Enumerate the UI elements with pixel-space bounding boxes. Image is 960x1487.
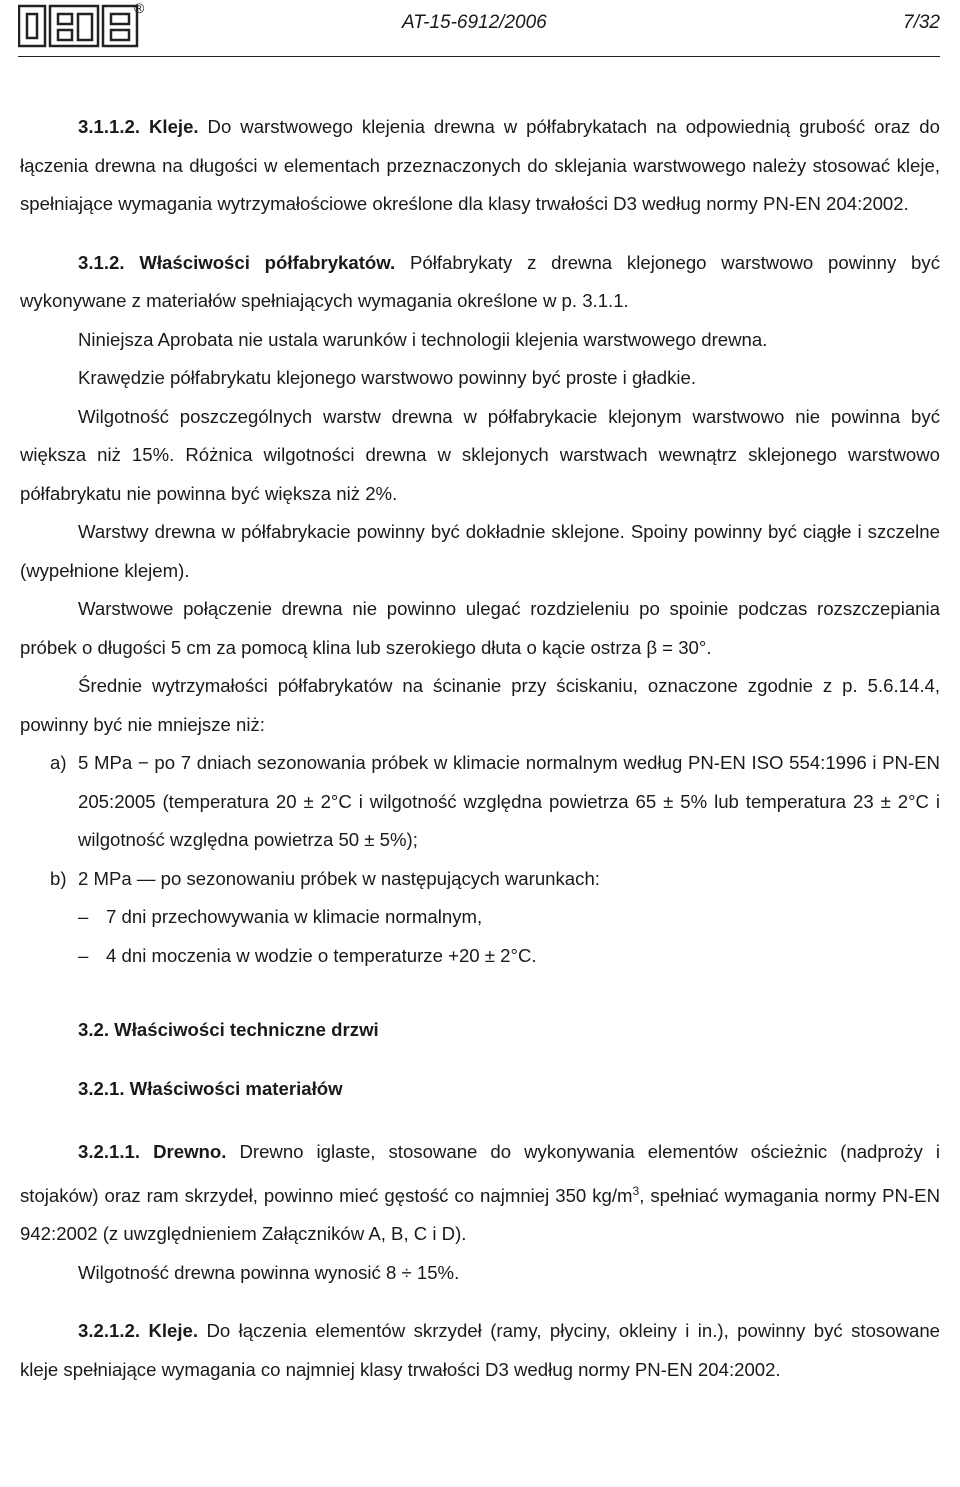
- page-header: [0, 0, 960, 56]
- document-id: AT-15-6912/2006: [402, 12, 547, 33]
- section-3-1-2: 3.1.2. Właściwości półfabrykatów. Półfabrykaty z drewna klejonego warstwowo powinny być wykonywane z materiałów spełniających wymagania określone w p. 3.1.1.: [20, 251, 940, 311]
- paragraph-moisture: Wilgotność poszczególnych warstw drewna w półfabrykacie klejonym warstwowo nie powinna być większa niż 15%. Różnica wilgotności drewna w sklejonych warstwach wewnątrz sklejonego warstwowo półfabrykatu nie powinna być większa niż 2%.: [20, 405, 940, 504]
- paragraph-edges: Krawędzie półfabrykatu klejonego warstwowo powinny być proste i gładkie.: [78, 367, 697, 388]
- page-number: 7/32: [903, 12, 940, 33]
- document-body: [20, 108, 940, 1389]
- list-item-b: b) 2 MPa — po sezonowaniu próbek w następujących warunkach:: [50, 867, 600, 889]
- section-3-2-1-2: 3.2.1.2. Kleje. Do łączenia elementów skrzydeł (ramy, płyciny, okleiny i in.), powinny być stosowane kleje spełniające wymagania co najmniej klasy trwałości D3 według normy PN-EN 204:2002.: [20, 1320, 941, 1380]
- paragraph-splitting: Warstwowe połączenie drewna nie powinno ulegać rozdzieleniu po spoinie podczas rozszczepiania próbek o długości 5 cm za pomocą klina lub szerokiego dłuta o kącie ostrza β = 30°.: [20, 598, 940, 658]
- paragraph-approval-scope: Niniejsza Aprobata nie ustala warunków i technologii klejenia warstwowego drewna.: [78, 328, 768, 350]
- sub-list-item: – 4 dni moczenia w wodzie o temperaturze +20 ± 2°C.: [78, 944, 537, 966]
- sub-list-item: – 7 dni przechowywania w klimacie normalnym,: [78, 906, 483, 927]
- header-divider: [18, 56, 940, 57]
- itb-logo: [18, 2, 150, 48]
- paragraph-shear-strength: Średnie wytrzymałości półfabrykatów na ścinanie przy ściskaniu, oznaczone zgodnie z p. 5.6.14.4, powinny być nie mniejsze niż:: [20, 675, 940, 735]
- registered-mark: ®: [134, 0, 145, 16]
- section-3-2-1-1: 3.2.1.1. Drewno. Drewno iglaste, stosowane do wykonywania elementów ościeżnic (nadproży i stojaków) oraz ram skrzydeł, powinno mieć gęstość co najmniej 350 $kg/m^3$, spełniać wymagania normy PN-EN 942:2002 (z uwzględnieniem Załączników A, B, C i D).: [20, 1141, 940, 1245]
- paragraph-layers: Warstwy drewna w półfabrykacie powinny być dokładnie sklejone. Spoiny powinny być ciągłe i szczelne (wypełnione klejem).: [20, 521, 940, 581]
- paragraph-wood-moisture: Wilgotność drewna powinna wynosić 8 ÷ 15%.: [78, 1261, 460, 1283]
- list-item-a: a) 5 MPa − po 7 dniach sezonowania próbek w klimacie normalnym według PN-EN ISO 554:1996 i PN-EN 205:2005 (temperatura 20 ± 2°C i wilgotność względna powietrza 65 ± 5% lub temperatura 23 ± 2°C i wilgotność względna powietrza 50 ± 5%);: [50, 752, 940, 850]
- heading-3-2-1: 3.2.1. Właściwości materiałów: [78, 1077, 343, 1099]
- section-3-1-1-2: 3.1.1.2. Kleje. Do warstwowego klejenia drewna w półfabrykatach na odpowiednią grubość oraz do łączenia drewna na długości w elementach przeznaczonych do sklejania warstwowego należy stosować kleje, spełniające wymagania wytrzymałościowe określone dla klasy trwałości D3 według normy PN-EN 204:2002.: [20, 116, 940, 214]
- heading-3-2: 3.2. Właściwości techniczne drzwi: [78, 1019, 379, 1040]
